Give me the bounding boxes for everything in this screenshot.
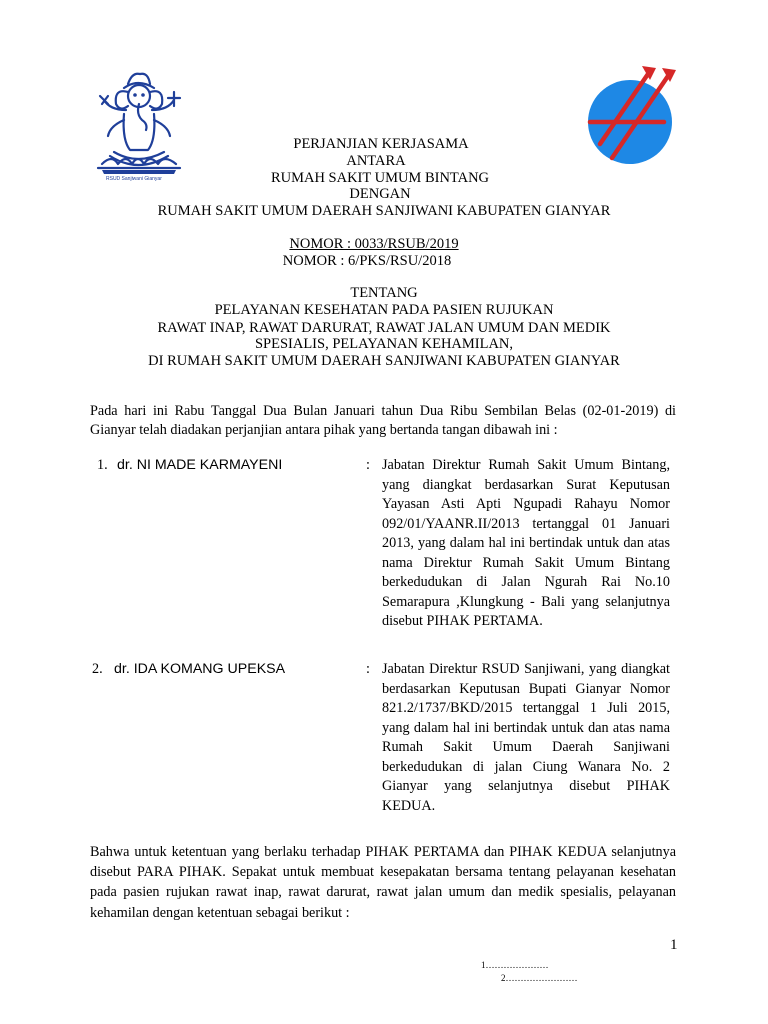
paraf-1: 1………………… xyxy=(481,960,549,970)
paraf-2: 2…………………… xyxy=(501,973,578,983)
subject-line-4: DI RUMAH SAKIT UMUM DAERAH SANJIWANI KABUPATEN GIANYAR xyxy=(148,353,620,369)
subject-line-2: RAWAT INAP, RAWAT DARURAT, RAWAT JALAN UMUM DAN MEDIK xyxy=(157,320,611,336)
logo-caption: RSUD Sanjiwani Gianyar xyxy=(106,176,162,182)
party-1-colon: : xyxy=(366,457,370,473)
title-line-3: RUMAH SAKIT UMUM BINTANG xyxy=(270,170,490,186)
title-line-4: DENGAN xyxy=(349,186,411,202)
page-number: 1 xyxy=(670,937,678,953)
nomor-rsu: NOMOR : 6/PKS/RSU/2018 xyxy=(282,253,452,269)
intro-paragraph: Pada hari ini Rabu Tanggal Dua Bulan Januari tahun Dua Ribu Sembilan Belas (02-01-2019) di Gianyar telah diadakan perjanjian antara pihak yang bertanda tangan dibawah ini : xyxy=(90,403,676,439)
subject-line-3: SPESIALIS, PELAYANAN KEHAMILAN, xyxy=(254,336,514,352)
party-2-description: Jabatan Direktur RSUD Sanjiwani, yang diangkat berdasarkan Keputusan Bupati Gianyar Nomor 821.2/1737/BKD/2015 tertanggal 1 Juli 2015, yang dalam hal ini bertindak untuk dan atas nama Rumah Sakit Umum Daerah Sanjiwani berkedudukan di jalan Ciung Wanara No. 2 Gianyar yang selanjutnya disebut PIHAK KEDUA. xyxy=(382,661,670,814)
party-1-description: Jabatan Direktur Rumah Sakit Umum Bintang, yang diangkat berdasarkan Surat Keputusan Yayasan Asti Apti Ngupadi Rahayu Nomor 092/01/YAANR.II/2013 tertanggal 01 Januari 2013, yang dalam hal ini bertindak untuk dan atas nama Direktur Rumah Sakit Umum Bintang berkedudukan di Jalan Ngurah Rai No.10 Semarapura ,Klungkung - Bali yang selanjutnya disebut PIHAK PERTAMA. xyxy=(382,457,670,629)
party-1-number: 1. xyxy=(97,457,108,473)
nomor-rsub: NOMOR : 0033/RSUB/2019 xyxy=(289,236,459,252)
party-2-number: 2. xyxy=(92,661,103,677)
party-2-name: dr. IDA KOMANG UPEKSA xyxy=(114,661,286,677)
title-line-1: PERJANJIAN KERJASAMA xyxy=(293,136,469,152)
closing-paragraph: Bahwa untuk ketentuan yang berlaku terhadap PIHAK PERTAMA dan PIHAK KEDUA selanjutnya disebut PARA PIHAK. Sepakat untuk membuat kesepakatan bersama tentang pelayanan kesehatan pada pasien rujukan rawat inap, rawat darurat, rawat jalan umum dan medik spesialis, pelayanan kehamilan dengan ketentuan sebagai berikut : xyxy=(90,844,676,921)
subject-line-1: PELAYANAN KESEHATAN PADA PASIEN RUJUKAN xyxy=(214,302,554,318)
party-1-name: dr. NI MADE KARMAYENI xyxy=(117,457,283,473)
tentang-heading: TENTANG xyxy=(350,285,418,301)
party-2-colon: : xyxy=(366,661,370,677)
title-line-2: ANTARA xyxy=(346,153,406,169)
title-line-5: RUMAH SAKIT UMUM DAERAH SANJIWANI KABUPATEN GIANYAR xyxy=(157,203,611,219)
